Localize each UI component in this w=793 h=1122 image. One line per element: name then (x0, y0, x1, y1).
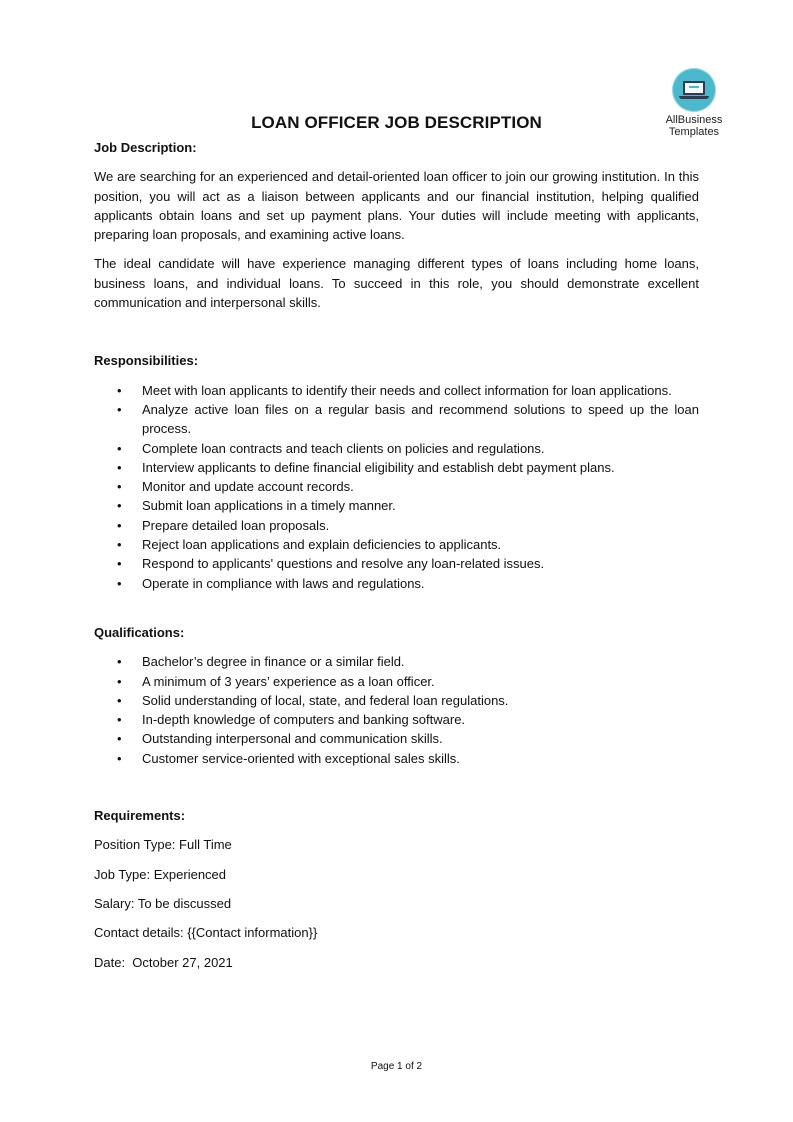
list-item-text: In-depth knowledge of computers and banking software. (142, 712, 466, 728)
list-item-text: Analyze active loan files on a regular basis and recommend solutions to speed up the loan process. (142, 401, 699, 437)
list-item (94, 554, 699, 573)
job-type: Job Type: Experienced (94, 866, 227, 882)
list-item (94, 496, 699, 515)
page-number: Page 1 of 2 (370, 1061, 423, 1072)
bullet-icon: • (117, 498, 122, 514)
position-type: Position Type: Full Time (94, 837, 232, 853)
list-item (94, 574, 699, 593)
list-item (94, 535, 699, 554)
laptop-icon (672, 68, 716, 112)
list-item-text: Monitor and update account records. (142, 479, 354, 495)
bullet-icon: • (117, 382, 122, 398)
bullet-icon: • (117, 575, 122, 591)
list-item (94, 710, 699, 729)
job-description-heading: Job Description: (94, 140, 197, 155)
salary: Salary: To be discussed (94, 895, 232, 911)
responsibilities-heading: Responsibilities: (94, 353, 199, 369)
list-item (94, 439, 699, 458)
list-item-text: Operate in compliance with laws and regulations. (142, 575, 425, 591)
requirements-heading: Requirements: (94, 808, 186, 824)
list-item (94, 458, 699, 477)
responsibilities-list (94, 381, 699, 593)
list-item-text: Prepare detailed loan proposals. (142, 517, 330, 533)
list-item-text: Bachelor’s degree in finance or a similar field. (142, 654, 405, 670)
bullet-icon: • (117, 556, 122, 572)
list-item (94, 381, 699, 400)
list-item (94, 729, 699, 748)
qualifications-heading: Qualifications: (94, 624, 185, 640)
bullet-icon: • (117, 401, 122, 417)
job-description-paragraph: The ideal candidate will have experience managing different types of loans including home loans, business loans, and individual loans. To succeed in this role, you should demonstrate excellent communication and interpersonal skills. (94, 256, 699, 311)
document-title: LOAN OFFICER JOB DESCRIPTION (251, 113, 542, 132)
list-item-text: Outstanding interpersonal and communication skills. (142, 731, 443, 747)
list-item (94, 749, 699, 768)
bullet-icon: • (117, 692, 122, 708)
list-item-text: Meet with loan applicants to identify their needs and collect information for loan applications. (142, 382, 672, 398)
list-item-text: Complete loan contracts and teach clients on policies and regulations. (142, 440, 545, 456)
list-item-text: Reject loan applications and explain deficiencies to applicants. (142, 537, 502, 553)
list-item (94, 516, 699, 535)
bullet-icon: • (117, 654, 122, 670)
bullet-icon: • (117, 517, 122, 533)
contact-details: Contact details: {{Contact information}} (94, 925, 318, 941)
list-item-text: Interview applicants to define financial eligibility and establish debt payment plans. (142, 459, 615, 475)
bullet-icon: • (117, 673, 122, 689)
list-item-text: Customer service-oriented with exceptional sales skills. (142, 750, 460, 766)
list-item (94, 477, 699, 496)
bullet-icon: • (117, 731, 122, 747)
list-item-text: Respond to applicants' questions and resolve any loan-related issues. (142, 556, 545, 572)
list-item (94, 400, 699, 439)
bullet-icon: • (117, 712, 122, 728)
list-item-text: Submit loan applications in a timely manner. (142, 498, 396, 514)
bullet-icon: • (117, 537, 122, 553)
list-item (94, 652, 699, 671)
list-item (94, 691, 699, 710)
logo-line-2: Templates (668, 126, 720, 138)
document-body (94, 138, 699, 972)
document-date: Date: October 27, 2021 (94, 954, 233, 970)
bullet-icon: • (117, 440, 122, 456)
list-item-text: Solid understanding of local, state, and federal loan regulations. (142, 692, 509, 708)
bullet-icon: • (117, 750, 122, 766)
qualifications-list (94, 652, 699, 768)
logo-line-1: AllBusiness (665, 114, 723, 126)
list-item-text: A minimum of 3 years’ experience as a loan officer. (142, 673, 435, 689)
bullet-icon: • (117, 459, 122, 475)
job-description-paragraph: We are searching for an experienced and detail-oriented loan officer to join our growing institution. In this position, you will act as a liaison between applicants and our financial institution, helping qualified applicants obtain loans and set up payment plans. Your duties will include meeting with applicants, preparing loan proposals, and examining active loans. (94, 169, 699, 243)
list-item (94, 672, 699, 691)
bullet-icon: • (117, 479, 122, 495)
